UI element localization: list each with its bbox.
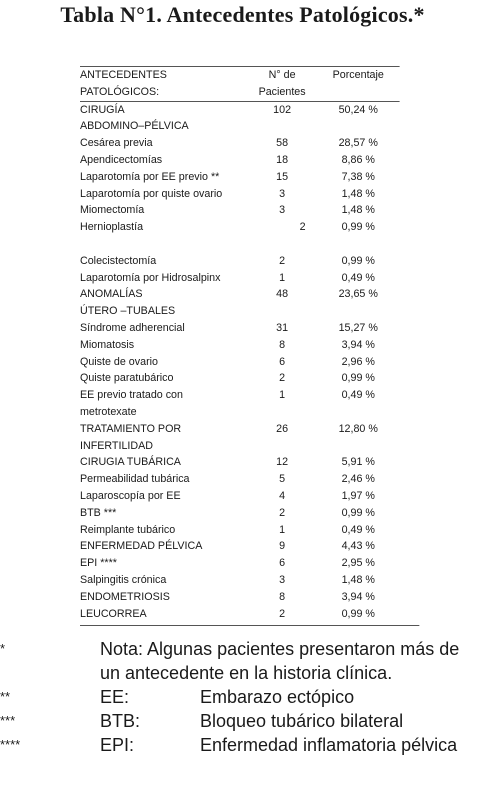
- row-percent: 0,99 %: [341, 372, 375, 385]
- row-label: Cesárea previa: [80, 137, 153, 150]
- row-count: 48: [276, 288, 289, 301]
- table-row: [80, 454, 400, 471]
- row-percent: 1,48 %: [341, 204, 375, 217]
- row-percent: 0,49 %: [341, 523, 375, 536]
- row-percent: 2,96 %: [341, 355, 375, 368]
- row-percent: [317, 303, 400, 320]
- table-row: [80, 471, 400, 488]
- row-percent: 5,91 %: [341, 456, 375, 469]
- row-percent: 12,80 %: [338, 422, 378, 435]
- footnote-abbr: EPI:: [100, 735, 135, 755]
- row-percent: 2,95 %: [341, 557, 375, 570]
- footnote-definition: Embarazo ectópico: [200, 687, 355, 707]
- row-count: 2: [279, 372, 286, 385]
- row-percent: 23,65 %: [338, 288, 378, 301]
- row-count: 31: [276, 321, 289, 334]
- table-row: [80, 152, 400, 169]
- row-count: [247, 303, 317, 320]
- table-row: [80, 505, 400, 522]
- row-label: Salpingitis crónica: [80, 573, 167, 586]
- footnote-ee: [0, 685, 485, 709]
- table-row: [80, 438, 400, 455]
- table-row: [80, 135, 400, 152]
- table-row: [80, 387, 400, 404]
- row-percent: 50,24 %: [338, 103, 378, 116]
- row-count: 8: [279, 338, 286, 351]
- table-row: [80, 354, 400, 371]
- row-count: 1: [279, 271, 286, 284]
- row-count: 102: [273, 103, 292, 116]
- footnote-definition: Enfermedad inflamatoria pélvica: [200, 735, 458, 755]
- row-label: Laparoscopía por EE: [80, 489, 181, 502]
- row-count: 18: [276, 153, 289, 166]
- row-label: metrotexate: [80, 405, 137, 418]
- row-count: [247, 118, 317, 135]
- row-label: INFERTILIDAD: [80, 439, 153, 452]
- footnote-definition: Bloqueo tubárico bilateral: [200, 711, 404, 731]
- table-row: [80, 421, 400, 438]
- row-count: [247, 404, 317, 421]
- row-count: 58: [276, 137, 289, 150]
- footnote-btb: [0, 709, 485, 733]
- row-count: [247, 236, 317, 253]
- table-row: [80, 522, 400, 539]
- row-count: 2: [299, 221, 306, 234]
- row-count: [247, 438, 317, 455]
- row-label: Laparotomía por quiste ovario: [80, 187, 223, 200]
- table-row: [80, 202, 400, 219]
- row-percent: 1,97 %: [341, 489, 375, 502]
- row-count: 8: [279, 590, 286, 603]
- table-row: [80, 303, 400, 320]
- table-row: [80, 169, 400, 186]
- row-count: 2: [279, 506, 286, 519]
- row-count: 5: [279, 473, 286, 486]
- row-count: 12: [276, 456, 289, 469]
- table-row: [80, 118, 400, 135]
- row-percent: 1,48 %: [341, 573, 375, 586]
- header-porcentaje: Porcentaje: [332, 69, 384, 81]
- row-percent: 0,99 %: [341, 221, 375, 234]
- row-percent: 0,49 %: [341, 389, 375, 402]
- row-count: 15: [276, 170, 289, 183]
- row-count: 2: [279, 607, 286, 620]
- footnote-abbr: BTB:: [100, 711, 141, 731]
- table-bottom-rule: [80, 625, 419, 626]
- row-label: Quiste de ovario: [80, 355, 158, 368]
- row-percent: 3,94 %: [341, 590, 375, 603]
- row-label: TRATAMIENTO POR: [80, 422, 182, 435]
- row-percent: 1,48 %: [341, 187, 375, 200]
- row-percent: 2,46 %: [341, 473, 375, 486]
- table-row: [80, 538, 400, 555]
- table-row: [80, 186, 400, 203]
- header-antecedentes: ANTECEDENTES PATOLÓGICOS:: [80, 69, 167, 98]
- row-label: Permeabilidad tubárica: [80, 473, 190, 486]
- row-count: 6: [279, 557, 286, 570]
- row-count: 6: [279, 355, 286, 368]
- table-row: [80, 320, 400, 337]
- row-count: 3: [279, 187, 286, 200]
- footnotes: [0, 637, 485, 757]
- footnote-mark: *: [0, 641, 6, 656]
- table-header: [80, 66, 400, 102]
- table-row: [80, 404, 400, 421]
- row-label: CIRUGIA TUBÁRICA: [80, 456, 181, 469]
- row-count: 9: [279, 540, 286, 553]
- table-row: [80, 219, 400, 236]
- table-title: Tabla N°1. Antecedentes Patológicos.*: [60, 2, 425, 27]
- row-percent: [317, 404, 400, 421]
- row-percent: [317, 236, 400, 253]
- row-percent: 0,99 %: [341, 607, 375, 620]
- row-label: ÚTERO –TUBALES: [80, 305, 176, 318]
- row-label: BTB ***: [80, 506, 117, 519]
- row-count: 1: [279, 523, 286, 536]
- row-label: ANOMALÍAS: [80, 288, 143, 301]
- footnote-epi: [0, 733, 485, 757]
- footnote-mark: **: [0, 689, 11, 704]
- table-row: [80, 370, 400, 387]
- table-body: [80, 102, 400, 623]
- row-label: EE previo tratado con: [80, 389, 183, 402]
- row-label: ENFERMEDAD PÉLVICA: [80, 540, 203, 553]
- row-label: Miomatosis: [80, 338, 135, 351]
- table-row: [80, 253, 400, 270]
- row-label: ABDOMINO–PÉLVICA: [80, 120, 189, 133]
- row-label: Quiste paratubárico: [80, 372, 174, 385]
- table-row: [80, 572, 400, 589]
- footnote-nota: [0, 637, 485, 685]
- row-percent: 0,99 %: [341, 506, 375, 519]
- row-label: LEUCORREA: [80, 607, 147, 620]
- row-percent: 4,43 %: [341, 540, 375, 553]
- header-pacientes: N° de Pacientes: [258, 69, 306, 98]
- row-percent: 3,94 %: [341, 338, 375, 351]
- row-label: Laparotomía por Hidrosalpinx: [80, 271, 221, 284]
- row-percent: [317, 118, 400, 135]
- row-label: [80, 236, 247, 253]
- table-row: [80, 488, 400, 505]
- table-row: [80, 102, 400, 119]
- row-percent: 0,99 %: [341, 254, 375, 267]
- table-row: [80, 589, 400, 606]
- row-label: Miomectomía: [80, 204, 145, 217]
- row-label: Apendicectomías: [80, 153, 163, 166]
- row-label: Laparotomía por EE previo **: [80, 170, 220, 183]
- row-count: 1: [279, 389, 286, 402]
- row-label: CIRUGÍA: [80, 103, 125, 116]
- row-label: Síndrome adherencial: [80, 321, 185, 334]
- nota-line-2: un antecedente en la historia clínica.: [100, 663, 393, 683]
- row-count: 3: [279, 573, 286, 586]
- row-label: EPI ****: [80, 557, 117, 570]
- table-row: [80, 286, 400, 303]
- row-percent: 7,38 %: [341, 170, 375, 183]
- row-count: 26: [276, 422, 289, 435]
- footnote-mark: ****: [0, 737, 21, 752]
- table-row: [80, 236, 400, 253]
- nota-line-1: Nota: Algunas pacientes presentaron más de: [100, 639, 460, 659]
- row-count: 4: [279, 489, 286, 502]
- row-percent: 28,57 %: [338, 137, 378, 150]
- row-percent: 0,49 %: [341, 271, 375, 284]
- table-row: [80, 555, 400, 572]
- row-label: Colecistectomía: [80, 254, 157, 267]
- row-label: ENDOMETRIOSIS: [80, 590, 170, 603]
- table-row: [80, 270, 400, 287]
- row-percent: [317, 438, 400, 455]
- footnote-abbr: EE:: [100, 687, 130, 707]
- row-percent: 8,86 %: [341, 153, 375, 166]
- row-label: Hernioplastía: [80, 221, 144, 234]
- row-label: Reimplante tubárico: [80, 523, 176, 536]
- row-count: 2: [279, 254, 286, 267]
- table-row: [80, 337, 400, 354]
- table-row: [80, 606, 400, 623]
- antecedentes-table: [80, 66, 400, 626]
- footnote-mark: ***: [0, 713, 16, 728]
- row-percent: 15,27 %: [338, 321, 378, 334]
- row-count: 3: [279, 204, 286, 217]
